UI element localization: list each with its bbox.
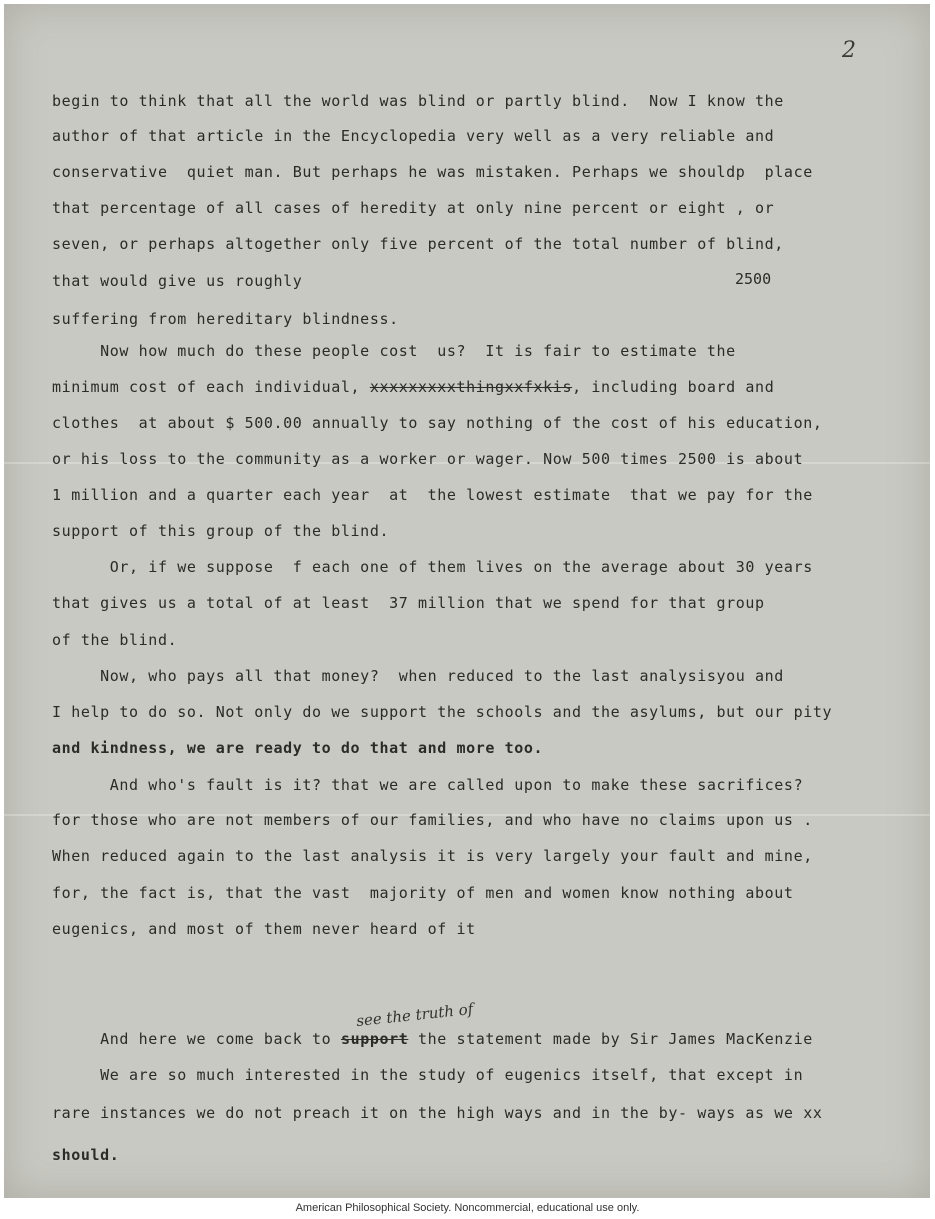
text-segment: minimum cost of each individual,	[52, 378, 370, 396]
text-line: for, the fact is, that the vast majority of men and women know nothing about	[52, 884, 794, 902]
page-number: 2	[842, 38, 856, 63]
text-line: clothes at about $ 500.00 annually to say nothing of the cost of his education,	[52, 414, 823, 432]
text-line: that percentage of all cases of heredity at only nine percent or eight , or	[52, 199, 775, 217]
text-segment: And here we come back to	[52, 1030, 341, 1048]
text-line: We are so much interested in the study of eugenics itself, that except in	[52, 1066, 804, 1084]
struck-text: support	[340, 1030, 409, 1048]
text-line: Now how much do these people cost us? It is fair to estimate the	[52, 342, 736, 360]
struck-text: xxxxxxxxxthingxxfxkis	[369, 378, 573, 396]
text-line: begin to think that all the world was blind or partly blind. Now I know the	[52, 92, 784, 110]
footer-credit: American Philosophical Society. Noncommercial, educational use only.	[295, 1202, 640, 1214]
text-line: suffering from hereditary blindness.	[52, 310, 399, 328]
text-line: that gives us a total of at least 37 million that we spend for that group	[52, 594, 765, 612]
text-line: conservative quiet man. But perhaps he was mistaken. Perhaps we shouldp place	[52, 163, 813, 181]
text-line: author of that article in the Encyclopedia very well as a very reliable and	[52, 127, 775, 145]
text-segment: the statement made by Sir James MacKenzie	[408, 1030, 813, 1048]
text-line: of the blind.	[52, 631, 178, 649]
text-line: should.	[52, 1146, 120, 1164]
text-line: I help to do so. Not only do we support the schools and the asylums, but our pity	[52, 703, 833, 721]
text-line: for those who are not members of our families, and who have no claims upon us .	[52, 811, 813, 829]
text-line: And who's fault is it? that we are called upon to make these sacrifices?	[52, 776, 804, 794]
text-line: When reduced again to the last analysis it is very largely your fault and mine,	[52, 847, 813, 865]
figure-2500: 2500	[735, 270, 772, 288]
text-line: support of this group of the blind.	[52, 522, 390, 540]
text-line: Now, who pays all that money? when reduced to the last analysisyou and	[52, 667, 784, 685]
text-line-with-strikeout	[52, 1030, 813, 1048]
handwritten-annotation: see the truth of	[355, 999, 475, 1031]
text-line: 1 million and a quarter each year at the lowest estimate that we pay for the	[52, 486, 813, 504]
text-line: Or, if we suppose f each one of them lives on the average about 30 years	[52, 558, 813, 576]
text-line-with-strikeout	[52, 378, 774, 396]
text-line: and kindness, we are ready to do that and more too.	[52, 739, 544, 757]
text-segment: , including board and	[572, 378, 775, 396]
text-line: seven, or perhaps altogether only five percent of the total number of blind,	[52, 235, 784, 253]
text-line: that would give us roughly	[52, 272, 303, 290]
text-line: or his loss to the community as a worker or wager. Now 500 times 2500 is about	[52, 450, 804, 468]
text-line: rare instances we do not preach it on the high ways and in the by- ways as we xx	[52, 1104, 823, 1122]
text-line: eugenics, and most of them never heard of it	[52, 920, 476, 938]
